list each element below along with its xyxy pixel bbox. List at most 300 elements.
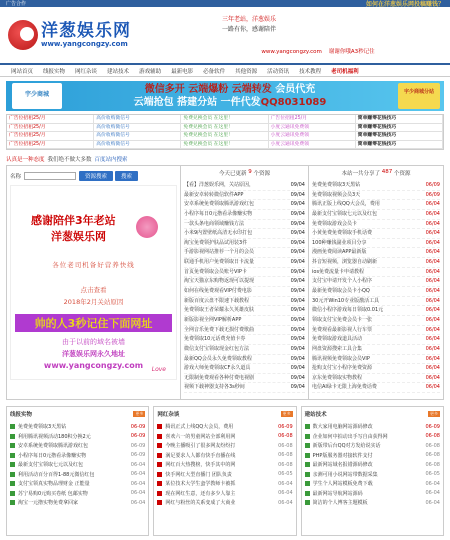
list-item-title[interactable]: 免费领取10元话费充值卡券 <box>184 336 246 343</box>
list-item-title[interactable]: 安卓系统免费领取腾讯游戏红包 <box>184 201 255 208</box>
notice-poster[interactable] <box>10 185 177 380</box>
list-item-title[interactable]: 【看】洋葱娱乐网，关站原因， <box>184 182 255 188</box>
text-ad-cell[interactable]: 广告位招租25/月 <box>7 132 94 141</box>
category-item-title[interactable]: 亲测可用小说网站带数据采集 <box>312 471 378 478</box>
category-item-title[interactable]: 最新支付宝领取七元以及红包 <box>18 462 84 469</box>
text-ad-cell[interactable]: 广告位招租25/月 <box>7 124 94 133</box>
bullet-icon <box>305 491 310 496</box>
category-list-item[interactable] <box>157 489 292 499</box>
list-item-title[interactable]: 淘宝免费领护肤品试用装3件 <box>184 239 248 246</box>
category-item-title[interactable]: 满足要求人人都有快手直播在线 <box>165 452 236 459</box>
banner-text <box>62 83 398 109</box>
list-item-title[interactable]: 30元开Win10专业版激活工具 <box>312 297 380 304</box>
nav-item[interactable]: 游戏辅助 <box>139 68 162 75</box>
list-item-title[interactable]: 免费领取视频会员3天 <box>312 191 361 198</box>
category-box <box>153 406 296 536</box>
nav-item[interactable]: 其他资源 <box>235 68 258 75</box>
list-item-title[interactable]: 免费领取游戏会员卡 <box>312 220 358 227</box>
list-item-title[interactable]: 游戏大师免费领取CF永久道具 <box>184 365 251 372</box>
category-list-item[interactable] <box>157 441 292 451</box>
list-item-date: 09/04 <box>290 326 305 333</box>
category-item-date: 06-04 <box>425 490 440 497</box>
list-item[interactable] <box>184 191 305 201</box>
category-list-item[interactable] <box>10 422 145 432</box>
list-item[interactable] <box>184 355 305 365</box>
category-item-date: 06-04 <box>278 480 293 487</box>
list-item[interactable] <box>184 383 305 393</box>
category-item-date: 06-08 <box>278 461 293 468</box>
list-item-date: 06/04 <box>425 374 440 381</box>
category-item-date: 06-04 <box>425 480 440 487</box>
list-item[interactable] <box>312 374 440 384</box>
category-item-date: 06-08 <box>278 442 293 449</box>
list-item-title[interactable]: ios免费流量卡申请教程 <box>312 268 365 275</box>
list-item-title[interactable]: 网盘资源搜索工具合集 <box>312 345 363 352</box>
total-list-panel <box>309 165 444 400</box>
list-item-date: 09/04 <box>290 316 305 323</box>
category-item-title[interactable]: 利用腾讯视频活动180积分换2元 <box>18 433 91 440</box>
list-item-title[interactable]: 小黄免费免费领取手机话费 <box>312 230 373 237</box>
list-item[interactable] <box>312 297 440 307</box>
category-list-item[interactable] <box>305 432 440 442</box>
category-list-item[interactable] <box>10 441 145 451</box>
bullet-icon <box>10 472 15 477</box>
text-ad-cell[interactable]: 免费兑换会员 在这里！ <box>181 141 268 150</box>
text-ad-cell[interactable]: 高价收购微信号 <box>94 124 181 133</box>
list-item-title[interactable]: 京东免费领取实物教程 <box>312 374 363 381</box>
list-item-title[interactable]: 如何在线免费观看VIP付费电影 <box>184 288 252 295</box>
list-item-title[interactable]: 100种赚钱副业项目分享 <box>312 239 367 246</box>
list-item[interactable] <box>312 364 440 374</box>
list-item[interactable] <box>184 200 305 210</box>
category-item-title[interactable]: 今晚主播吸引了很多网友纷纷打 <box>165 443 236 450</box>
category-box-title[interactable]: 线报实物 <box>10 412 33 418</box>
category-list-item[interactable] <box>157 498 292 508</box>
category-item-date: 06-05 <box>278 471 293 478</box>
category-item-title[interactable]: 最新网站域名报错源码修改 <box>312 462 373 469</box>
category-list-item[interactable] <box>10 489 145 499</box>
text-ad-cell[interactable]: 简单赚零花钱技巧 <box>356 132 443 141</box>
list-item[interactable] <box>312 210 440 220</box>
list-item[interactable] <box>184 297 305 307</box>
slogan <box>222 15 375 55</box>
category-box <box>301 406 444 536</box>
logo-icon <box>8 20 38 50</box>
list-item[interactable] <box>312 316 440 326</box>
flower-icon <box>136 216 158 238</box>
list-item-date: 09/04 <box>290 384 305 391</box>
list-item[interactable] <box>312 248 440 258</box>
category-list-item[interactable] <box>305 479 440 489</box>
list-item-title[interactable]: 最新支付宝领取七元以及红包 <box>312 210 378 217</box>
list-item-date: 09/04 <box>290 220 305 227</box>
list-item-date: 09/04 <box>290 210 305 217</box>
list-item[interactable] <box>312 345 440 355</box>
list-item[interactable] <box>184 287 305 297</box>
bullet-icon <box>305 443 310 448</box>
list-item-title[interactable]: 全网音乐免费下载无损付费歌曲 <box>184 326 255 333</box>
category-item-date: 06-04 <box>130 490 146 497</box>
list-item-title[interactable]: 领取支付宝免费会员卡一张 <box>312 316 373 323</box>
category-box-header <box>305 410 440 418</box>
bullet-icon <box>157 500 162 505</box>
list-item[interactable] <box>184 181 305 191</box>
today-label: 今天已更新 <box>218 171 247 177</box>
bullet-icon <box>157 443 162 448</box>
list-item-title[interactable]: 最新安卓转转微信软件APP <box>184 191 244 198</box>
category-item-date: 06-08 <box>278 452 293 459</box>
category-list-item[interactable] <box>157 470 292 480</box>
category-item-title[interactable]: 最新网站导航网站源码 <box>312 490 363 497</box>
list-item-title[interactable]: 最新免费领取会员卡小QQ <box>312 288 370 295</box>
list-item-date: 06/04 <box>425 316 440 323</box>
list-item[interactable] <box>184 248 305 258</box>
banner-line2b: QQ8031089 <box>260 97 327 108</box>
category-item-title[interactable]: 简洁的个人博客主题模板 <box>312 500 368 507</box>
bullet-icon <box>305 453 310 458</box>
poster-url: www.yangcongzy.com <box>43 361 144 370</box>
slogan-line-2: 一路有你，感谢陪伴 <box>222 26 277 33</box>
nav-item[interactable]: 网红杂谈 <box>75 68 98 75</box>
category-item-title[interactable]: 利用活动百分百得1-88元微信红包 <box>18 471 95 478</box>
list-item-title[interactable]: 小程序每日0元撸看录像赚实物 <box>184 210 253 217</box>
category-box-header <box>157 410 292 418</box>
logo-url: www.yangcongzy.com <box>41 40 128 48</box>
total-count: 487 <box>381 169 393 175</box>
text-ad-cell[interactable]: 免费兑换会员 在这里！ <box>181 132 268 141</box>
category-item-title[interactable]: 苏宁易购0元购买卷纸 包邮实物 <box>18 490 88 497</box>
category-item-title[interactable]: 学生个人网站模板免费下载 <box>312 481 373 488</box>
category-item-title[interactable]: 数大家用电脑网站源码修改 <box>312 424 373 431</box>
category-list-item[interactable] <box>10 460 145 470</box>
list-item-date: 09/04 <box>290 365 305 372</box>
nav-item[interactable]: 技术教程 <box>299 68 322 75</box>
list-item-title[interactable]: 联通手机用户免费领取日卡流量 <box>184 259 255 266</box>
bullet-icon <box>10 434 15 439</box>
list-item-date: 06/04 <box>425 307 440 314</box>
category-list-item[interactable] <box>305 422 440 432</box>
list-item-title[interactable]: 最新QQ会员永久免费领取教程 <box>184 355 252 362</box>
resource-search-button[interactable]: 资源搜索 <box>79 171 113 181</box>
banner-left-logo: 宇少商城 <box>12 83 62 109</box>
search-input[interactable] <box>24 172 76 180</box>
baidu-search-link[interactable]: 百度站内搜索 <box>94 156 128 163</box>
list-item-title[interactable]: 电信AI绿卡无限上海免费话费 <box>312 384 377 391</box>
bullet-icon <box>305 500 310 505</box>
total-header <box>312 169 440 178</box>
list-item[interactable] <box>312 355 440 365</box>
category-list-item[interactable] <box>157 451 292 461</box>
list-item[interactable] <box>184 220 305 230</box>
category-item-date: 06-04 <box>130 499 146 506</box>
slogan-url-row <box>218 47 418 57</box>
list-item-title[interactable]: 无限制免费观看各种付费电视剧 <box>184 374 255 381</box>
category-list-item[interactable] <box>10 498 145 508</box>
list-item-title[interactable]: 免费观看最新影视人行车票 <box>312 326 373 333</box>
latest-list <box>184 181 305 393</box>
text-ad-cell[interactable]: 小度云通讯免费领 <box>269 132 356 141</box>
category-item-title[interactable]: 淘宝一元撸实物免费拿回家 <box>18 500 79 507</box>
text-ad-cell[interactable]: 简单赚零花钱技巧 <box>356 115 443 124</box>
bullet-icon <box>10 491 15 496</box>
text-ad-cell[interactable]: 高价收购微信号 <box>94 141 181 150</box>
category-list-item[interactable] <box>157 479 292 489</box>
category-item-title[interactable]: 快手网红大型直播门 团队负责 <box>165 471 232 478</box>
category-item-title[interactable]: 网红与粉丝的关系变成了大商业 <box>165 500 236 507</box>
text-ad-cell[interactable]: 广告位招租25/月 <box>7 115 94 124</box>
list-item-title[interactable]: 手游影视网站推荐一个月的会员 <box>184 249 255 256</box>
category-list-item[interactable] <box>305 441 440 451</box>
nav-item[interactable]: 必备软件 <box>203 68 226 75</box>
list-item[interactable] <box>312 383 440 393</box>
list-item-title[interactable]: 新版百度云盘不限速下载教程 <box>184 297 250 304</box>
text-ad-cell[interactable]: 简单赚零花钱技巧 <box>356 141 443 150</box>
bullet-icon <box>305 481 310 486</box>
text-ad-cell[interactable]: 小度云通讯免费领 <box>269 124 356 133</box>
list-item[interactable] <box>312 191 440 201</box>
category-list-item[interactable] <box>305 451 440 461</box>
poster-headline-2: 洋葱娱乐网 <box>51 230 106 243</box>
poster-highlight: 帅的人3秒记住下面网址 <box>15 314 172 332</box>
list-item[interactable] <box>312 258 440 268</box>
list-item[interactable] <box>184 345 305 355</box>
latest-list-panel <box>181 165 309 400</box>
list-item[interactable] <box>184 316 305 326</box>
poster-domain-note: 由于以前的域名被墙 <box>62 338 125 346</box>
list-item[interactable] <box>184 229 305 239</box>
top-bar <box>0 0 450 7</box>
nav-item[interactable]: 老司机福利 <box>331 68 359 75</box>
bullet-icon <box>157 453 162 458</box>
list-item-date: 09/04 <box>290 278 305 285</box>
list-item-title[interactable]: 腾讯正版上线QQ大会员，费用 <box>312 201 380 208</box>
category-item-date: 06-08 <box>425 433 440 440</box>
list-item-date: 06/04 <box>425 288 440 295</box>
list-item-title[interactable]: 小米9内置壁纸高清无水印打包 <box>184 230 253 237</box>
list-item[interactable] <box>312 326 440 336</box>
slogan-line-1: 三年老站，洋葱娱乐 <box>222 16 277 23</box>
category-item-title[interactable]: 腾讯正式上线QQ大会员，费用 <box>165 424 234 431</box>
category-item-title[interactable]: 某位技术大学生蛮学教师卡被抓 <box>165 481 236 488</box>
list-item[interactable] <box>312 306 440 316</box>
list-item-title[interactable]: 支付宝申请开发个人小程序 <box>312 278 373 285</box>
nav-item[interactable]: 最新电影 <box>171 68 194 75</box>
more-button[interactable]: 更多 <box>282 411 291 416</box>
nav-item[interactable]: 活动资讯 <box>267 68 290 75</box>
list-item[interactable] <box>184 277 305 287</box>
list-item-title[interactable]: 淘宝天猫京东购物返现可以提现 <box>184 278 255 285</box>
list-item-date: 06/04 <box>425 384 440 391</box>
text-ad-cell[interactable]: 小度云通讯免费领 <box>269 141 356 150</box>
list-item-date: 09/04 <box>290 345 305 352</box>
text-ad-cell[interactable]: 高价收购微信号 <box>94 115 181 124</box>
text-ad-cell[interactable]: 广告位招租25/月 <box>269 115 356 124</box>
category-boxes <box>6 406 444 536</box>
list-item[interactable] <box>184 258 305 268</box>
more-button[interactable]: 更多 <box>135 411 144 416</box>
list-item-title[interactable]: 免费免费领取3天黑钻 <box>312 182 361 188</box>
motto-bar <box>6 154 444 163</box>
bullet-icon <box>305 472 310 477</box>
category-item-date: 06-09 <box>130 452 146 459</box>
category-item-title[interactable]: 小程序每日0元撸看录像赚实物 <box>18 452 87 459</box>
list-item-date: 06/04 <box>425 201 440 208</box>
list-item-date: 09/04 <box>290 268 305 275</box>
slogan-url: www.yangcongzy.com <box>261 49 322 55</box>
list-item[interactable] <box>312 200 440 210</box>
list-item-date: 06/04 <box>425 210 440 217</box>
category-box-title[interactable]: 建站技术 <box>304 412 327 418</box>
category-list-item[interactable] <box>157 422 292 432</box>
search-button[interactable]: 搜索 <box>115 171 138 181</box>
list-item-title[interactable]: 腾讯视频免费领取会员VIP <box>312 355 370 362</box>
list-item[interactable] <box>312 220 440 230</box>
poster-line-3: 2018年2月关站原因 <box>63 298 124 306</box>
banner-line1b: 会员代充 <box>275 84 316 95</box>
list-item[interactable] <box>184 268 305 278</box>
bullet-icon <box>10 453 15 458</box>
slogan-tail: 谢谢你哦A3秒记住 <box>328 49 375 55</box>
list-item-title[interactable]: 视频下载神器支持各3s秒间 <box>184 384 245 391</box>
list-item-title[interactable]: 免费领取游戏道具活动 <box>312 336 363 343</box>
category-item-title[interactable]: 免费免费领取3天黑钻 <box>18 424 67 431</box>
list-item[interactable] <box>184 239 305 249</box>
bullet-icon <box>157 491 162 496</box>
list-item[interactable] <box>184 326 305 336</box>
category-list <box>10 422 145 508</box>
list-item-date: 06/04 <box>425 230 440 237</box>
list-item-date: 06/04 <box>425 220 440 227</box>
category-item-title[interactable]: 企业如何中拍动出手写自由获得网 <box>312 433 388 440</box>
list-item[interactable] <box>184 306 305 316</box>
bullet-icon <box>10 424 15 429</box>
list-item-title[interactable]: 一款头条电商领域赚钱方法 <box>184 220 245 227</box>
category-item-title[interactable]: 支付宝领真实物品理财金 正能量 <box>18 481 90 488</box>
ad-banner[interactable] <box>6 81 444 111</box>
category-item-date: 06-04 <box>278 490 293 497</box>
category-item-title[interactable]: 喜欢六一的男童网站全部利用网 <box>165 433 236 440</box>
list-item-title[interactable]: 抢购支付宝小程序免费资源 <box>312 365 373 372</box>
category-list-item[interactable] <box>10 451 145 461</box>
list-item[interactable] <box>312 229 440 239</box>
category-item-date: 06-08 <box>425 442 440 449</box>
list-item[interactable] <box>312 335 440 345</box>
category-item-date: 06-09 <box>130 442 146 449</box>
category-list-item[interactable] <box>157 460 292 470</box>
category-item-date: 06-08 <box>425 452 440 459</box>
text-ad-cell[interactable]: 简单赚零花钱技巧 <box>356 124 443 133</box>
poster-line-1: 各位老司机备好营养快线 <box>52 261 135 269</box>
list-item-date: 09/04 <box>290 230 305 237</box>
nav-item[interactable]: 线报实物 <box>43 68 66 75</box>
site-logo[interactable] <box>8 20 168 50</box>
love-text: Love <box>151 366 166 373</box>
category-list-item[interactable] <box>10 470 145 480</box>
list-item-title[interactable]: 微信支付宝领取现金红包方法 <box>184 345 250 352</box>
total-label: 本站一共分享了 <box>341 171 380 177</box>
list-item-date: 06/04 <box>425 355 440 362</box>
list-item[interactable] <box>184 335 305 345</box>
list-item[interactable] <box>184 210 305 220</box>
main-nav <box>0 63 450 77</box>
list-item-date: 06/04 <box>425 326 440 333</box>
category-item-title[interactable]: 新版带后台QQ对方发给说实话 <box>312 443 381 450</box>
category-item-title[interactable]: PHP版服务器对接软件支付 <box>312 452 373 459</box>
text-ad-cell[interactable]: 免费兑换会员 在这里！ <box>181 124 268 133</box>
category-item-date: 06-09 <box>425 423 440 430</box>
list-item[interactable] <box>184 374 305 384</box>
list-item-title[interactable]: 免费领取王者荣耀永久英雄皮肤 <box>184 307 255 314</box>
list-item-date: 06/09 <box>425 191 440 198</box>
category-list-item[interactable] <box>157 432 292 442</box>
search-label: 名称 <box>10 174 22 180</box>
category-item-date: 06-08 <box>278 433 293 440</box>
list-item-date: 06/04 <box>425 365 440 372</box>
left-panel <box>6 165 181 400</box>
category-list <box>305 422 440 508</box>
category-item-date: 06-09 <box>130 423 146 430</box>
list-item[interactable] <box>312 277 440 287</box>
logo-title: 洋葱娱乐网 <box>41 21 131 41</box>
list-item[interactable] <box>184 364 305 374</box>
nav-item[interactable]: 网站首页 <box>11 68 34 75</box>
category-item-title[interactable]: 网红百大热搜榜，快手其中的网 <box>165 462 236 469</box>
list-item[interactable] <box>312 239 440 249</box>
category-item-title[interactable]: 安卓系统免费领取腾讯游戏红包 <box>18 443 89 450</box>
list-item-date: 09/04 <box>290 374 305 381</box>
category-list-item[interactable] <box>10 479 145 489</box>
category-item-date: 06-04 <box>278 499 293 506</box>
category-list-item[interactable] <box>10 432 145 442</box>
list-item[interactable] <box>312 268 440 278</box>
list-item-date: 06/04 <box>425 239 440 246</box>
list-item-date: 06/04 <box>425 345 440 352</box>
banner-line2a: 云端抢包 搭建分站 一件代发 <box>133 97 261 108</box>
category-list-item[interactable] <box>305 489 440 499</box>
nav-item[interactable]: 建站技术 <box>107 68 130 75</box>
category-box-title[interactable]: 网红杂谈 <box>157 412 180 418</box>
bullet-icon <box>10 500 15 505</box>
today-count: 9 <box>248 169 252 175</box>
ad-cooperation-link[interactable]: 广告合作 <box>6 1 27 7</box>
text-ad-cell[interactable]: 高价收购微信号 <box>94 132 181 141</box>
main-row <box>6 165 444 400</box>
submit-guide-link[interactable]: 如何在洋葱娱乐网投稿赚钱？ <box>365 1 444 8</box>
list-item-title[interactable]: 新版影视全网VIP解析APP <box>184 316 242 323</box>
text-ad-cell[interactable]: 免费兑换会员 在这里！ <box>181 115 268 124</box>
list-item-title[interactable]: 微信小程序游戏每日领取0.01元 <box>312 307 384 314</box>
list-item-date: 06/04 <box>425 268 440 275</box>
category-item-date: 06-04 <box>130 461 146 468</box>
list-item-date: 09/04 <box>290 259 305 266</box>
category-list-item[interactable] <box>305 460 440 470</box>
list-item-title[interactable]: 首页免费领取会员账号VIP卡 <box>184 268 247 275</box>
bullet-icon <box>305 462 310 467</box>
list-item-date: 06/04 <box>425 297 440 304</box>
category-item-date: 06-08 <box>425 461 440 468</box>
list-item-date: 06/04 <box>425 278 440 285</box>
list-item[interactable] <box>312 287 440 297</box>
list-item-title[interactable]: 抖音短视频，浏览器自动刷新 <box>312 259 378 266</box>
text-ad-cell[interactable]: 广告位招租25/月 <box>7 141 94 150</box>
list-item-title[interactable]: 漫画免费阅读APP最新版 <box>312 249 367 256</box>
category-list-item[interactable] <box>305 498 440 508</box>
more-button[interactable]: 更多 <box>429 411 438 416</box>
list-item[interactable] <box>312 181 440 191</box>
category-item-title[interactable]: 现在网红生意，还有多少人靠主 <box>165 490 236 497</box>
bullet-icon <box>10 443 15 448</box>
category-list-item[interactable] <box>305 470 440 480</box>
